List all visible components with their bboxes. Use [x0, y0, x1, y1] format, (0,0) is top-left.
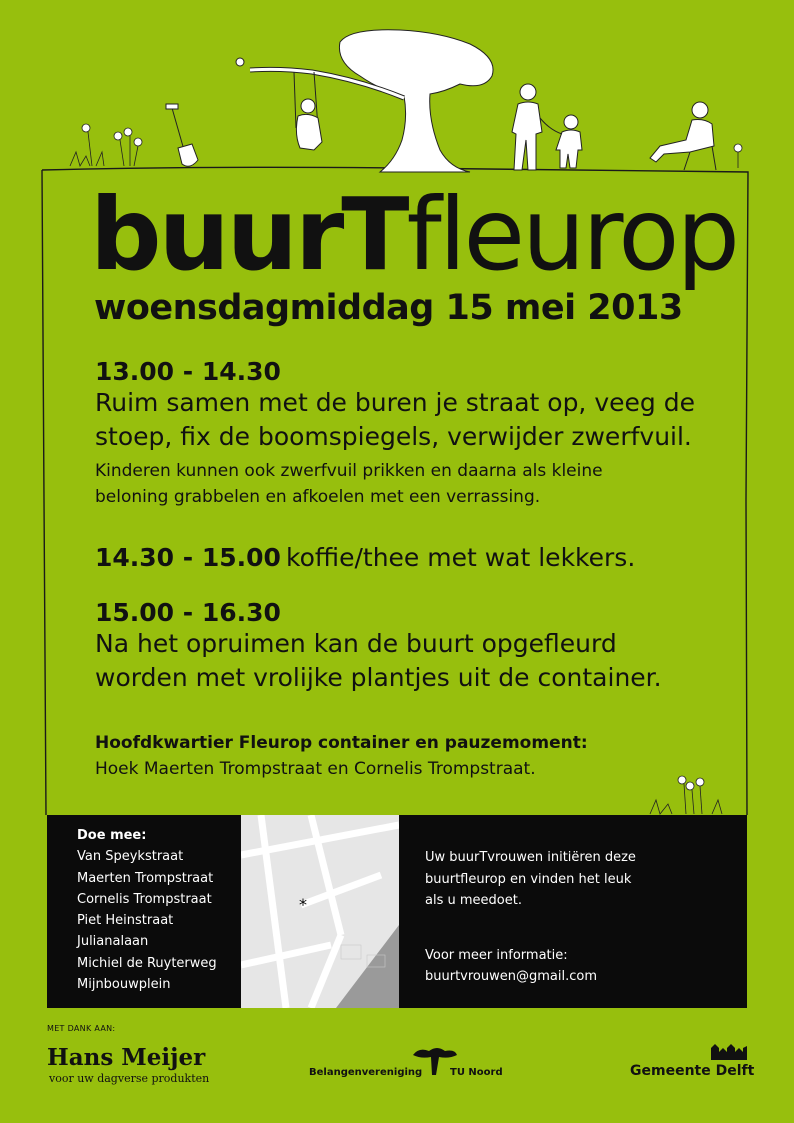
time-slot-1: 13.00 - 14.30: [95, 357, 281, 386]
program-1-note-1: Kinderen kunnen ook zwerfvuil prikken en daarna als kleine: [95, 461, 603, 481]
sponsor-hans-meijer-tagline: voor uw dagverse produkten: [49, 1072, 210, 1085]
street-item: Van Speykstraat: [77, 849, 184, 865]
location-marker-icon: *: [299, 895, 307, 914]
bird-icon: [236, 58, 244, 66]
flowers-bottom-icon: [650, 776, 722, 814]
shovel-icon: [166, 104, 198, 166]
poster-title: [90, 176, 737, 293]
street-item: Cornelis Trompstraat: [77, 891, 212, 907]
sponsor-tu-noord: TU Noord: [450, 1067, 503, 1078]
street-item: Piet Heinstraat: [77, 913, 174, 929]
program-3-line-1: Na het opruimen kan de buurt opgefleurd: [95, 629, 617, 658]
title-light: fleurop: [406, 176, 737, 293]
program-block-1: [95, 357, 695, 510]
program-block-3: [95, 598, 662, 695]
swing-icon: [294, 72, 322, 150]
hq-title: Hoofdkwartier Fleurop container en pauzemoment:: [95, 733, 588, 753]
sponsor-hans-meijer: Hans Meijer: [47, 1044, 206, 1071]
program-1-note-2: beloning grabbelen en afkoelen met een verrassing.: [95, 487, 541, 507]
info-line-1: Uw buurTvrouwen initiëren deze: [425, 850, 636, 865]
hq-address: Hoek Maerten Trompstraat en Cornelis Trompstraat.: [95, 759, 536, 779]
info-panel: [47, 815, 747, 1008]
program-block-2: [95, 541, 635, 575]
title-bold: buurT: [90, 176, 407, 293]
streets-list: [77, 825, 217, 995]
delft-logo-icon: [711, 1044, 747, 1060]
time-slot-2: 14.30 - 15.00: [95, 543, 281, 572]
more-info-label: Voor meer informatie:: [425, 947, 568, 963]
info-line-2: buurtfleurop en vinden het leuk: [425, 871, 632, 887]
tree-icon: [250, 30, 493, 172]
info-line-3: als u meedoet.: [425, 893, 522, 908]
program-2-text: koffie/thee met wat lekkers.: [286, 543, 636, 572]
street-item: Julianalaan: [77, 934, 149, 950]
program-1-line-2: stoep, fix de boomspiegels, verwijder zwerfvuil.: [95, 422, 692, 451]
street-item: Michiel de Ruyterweg: [77, 955, 217, 971]
hq-block: [95, 733, 588, 779]
street-item: Maerten Trompstraat: [77, 870, 214, 886]
sponsor-gemeente-delft: Gemeente Delft: [630, 1063, 755, 1079]
time-slot-3: 15.00 - 16.30: [95, 598, 281, 627]
contact-email: buurtvrouwen@gmail.com: [425, 969, 597, 984]
parent-child-icon: [512, 84, 582, 170]
sponsor-belangenvereniging: Belangenvereniging: [309, 1067, 423, 1078]
contact-info: [425, 847, 636, 988]
panel-heading: Doe mee:: [77, 828, 147, 843]
thanks-label: MET DANK AAN:: [47, 1024, 116, 1033]
event-date: woensdagmiddag 15 mei 2013: [94, 288, 683, 328]
program-1-line-1: Ruim samen met de buren je straat op, veeg de: [95, 388, 695, 417]
street-map: [241, 815, 399, 1008]
street-item: Mijnbouwplein: [77, 977, 171, 993]
program-3-line-2: worden met vrolijke plantjes uit de container.: [95, 663, 662, 692]
sitting-person-icon: [650, 102, 716, 170]
